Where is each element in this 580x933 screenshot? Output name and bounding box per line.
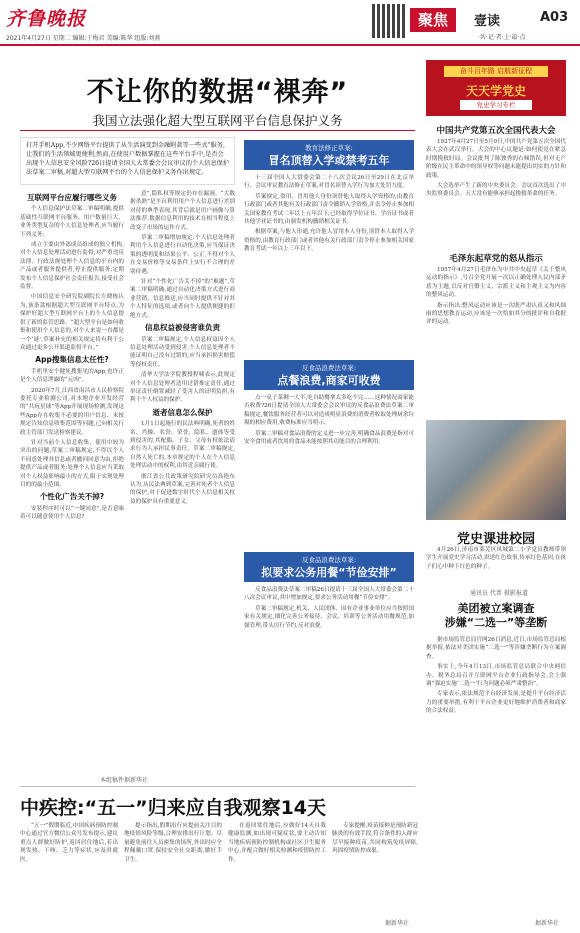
subtitle: App搜集信息太任性? [35,355,109,365]
paragraph: 十三届全国人大常委会第二十八次会议26日至29日在北京举行。会议审议教育法修正草案,对冒名顶替入学行为加大处罚力度。 [244,175,414,190]
right-article-title: 毛泽东起草党的怒从指示 [449,254,543,264]
banner-title: 冒名顶替入学或禁考五年 [268,154,390,167]
banner-kicker: 教育法修正草案: [305,144,353,152]
photo-title: 党史课进校园 [456,532,535,547]
paragraph: 大会选举产生了新的中央委员会。会议首次选出了中央监察委员会。五大没有能够承担起挽救革命的任务。 [426,183,566,198]
banner-kicker: 反食品浪费法草案: [301,556,357,564]
paragraph: 点一桌子菜剩一大半,吃自助餐拿太多吃不完……这种情况商家能否收费?26日提请全国人大常委会会议审议的反食品浪费法草案二审稿规定,餐饮服务经营者可以对造成明显浪费的消费者收取处理厨余垃圾的相应费用,收费标准应当明示。 [244,395,414,427]
paragraph: 安装程序时可以“一键同意”,是否意味着可以随意使用个人信息? [20,505,124,521]
middle-article-2 [244,394,414,544]
paragraph: 提示指出,假期出行应提前关注目的地疫情风险等级,合理安排出行计划。尽量避免前往人员密集的场所,外出时应全程佩戴口罩,保持安全社交距离,做好手卫生。 [124,823,222,863]
main-headline: 不让你的数据“裸奔” [86,77,349,108]
paragraph: 据市场监管总局官网26日消息,近日,市场监管总局根据举报,依法对美团实施“二选一”等涉嫌垄断行为立案调查。 [426,637,566,660]
divider [20,786,415,787]
right-article-4 [426,636,566,916]
party-history-banner [426,60,566,116]
bottom-column-2 [124,822,222,922]
section-name: 壹读 [474,14,501,29]
paragraph: 成立主要由外部成员组成的独立机构,对个人信息处理活动进行监督;对严重违反法律、行政法规处理个人信息的平台内的产品或者服务提供者,停止提供服务;定期发布个人信息保护社会责任报告,接受社会监督。 [20,242,124,291]
paragraph: 1月1日起施行的民法典明确,死者的姓名、肖像、名誉、荣誉、隐私、遗体等受到侵害的,其配偶、子女、父母有权依法请求行为人承担民事责任。草案二审稿规定,自然人死亡的,本章规定的个人在个人信息处理活动中的权利,由其近亲属行使。 [130,421,235,470]
paragraph: 专家表示,依法规范平台经济发展,是提升平台经济活力的重要举措,有利于平台企业更好地维护消费者和商家的合法权益。 [426,691,566,715]
subtitle: 逝者信息怎么保护 [152,407,213,417]
masthead-note: ·共·记·者·上·最·点 [478,34,526,41]
subtitle: 个性化广告关不掉? [39,492,105,502]
news-banner [244,140,414,170]
masthead [0,0,580,46]
bottom-column-1 [20,822,118,922]
paragraph: 草案二审稿对食品浪费的定义进一步完善,明确食品浪费是指对可安全食用或者饮用的食品未能按照其功能目的合理利用。 [244,430,414,446]
paragraph: 草案规定,盗用、冒用他人身份顶替他人取得入学资格的,由教育行政部门或者其他有关行政部门责令撤销入学资格,并责令停止参加相关国家教育考试二年以上五年以下;已经取得学位证书、学历证书或者其他学业证书的,由颁发机构撤销相关证书。 [244,193,414,226]
paragraph: 个人信息保护法草案二审稿明确,提供基础性互联网平台服务、用户数量巨大、业务类型复杂的个人信息处理者,应当履行下列义务: [20,206,124,238]
middle-article-1 [244,174,414,354]
banner-title: 拟要求公务用餐“节俭安排” [261,566,397,579]
main-column-1 [20,190,124,782]
paragraph: 清华大学法学院教授程啸表示,此规定对个人信息处理者适用过错推定责任,通过举证责任倒置减轻了受害人的证明负担,有利于个人权益的保护。 [130,372,235,404]
paragraph: 在返回常住地后,应做好14天自我健康监测,如出现可疑症状,要主动告知当地疾病预防控制机构或社区卫生服务中心,并配合做好相关检测和疫情防控工作。 [228,823,326,863]
section-tag: 聚焦 [410,8,456,32]
bottom-column-4 [332,822,418,917]
paragraph: 1927年4月27日至5月9日,中国共产党第五次全国代表大会在武汉举行。大会的中心议题是:如何使党在紧急时期挽救时局。会议批判了陈独秀的右倾错误,但对无产阶级在民主革命中的领导权等问题未能提出切实的方针和政策。 [426,139,566,179]
paragraph: 专家提醒,疫苗接种是预防新冠肺炎的有效手段,符合条件的人群应尽早接种疫苗,共同构筑免疫屏障,巩固疫情防控成果。 [332,823,418,855]
subtitle: 信息权益被侵害谁负责 [145,323,220,333]
article-credit: 据新华社 [385,920,410,927]
paragraph: 草案二审稿增加规定:个人信息处理者利用个人信息进行自动化决策,应当保证决策的透明度和结果公平、公正,不得对个人在交易价格等交易条件上实行不合理的差别待遇。 [130,235,235,275]
divider [20,130,415,131]
paragraph: 针对当前个人信息收集、使用中较为突出的问题,草案二审稿规定,不得以个人不同意处理其信息或者撤回同意为由,拒绝提供产品或者服务;处理个人信息应当采取对个人权益影响最小的方式,限于实现处理目的的最小范围。 [20,439,124,488]
subtitle: 互联网平台应履行哪些义务 [27,193,117,202]
paragraph: 浙江省公共政策研究院研究员高艳东认为,从民法典到草案,完善对死者个人信息的保护,对于促进数字时代个人信息相关权益的保护具有重要意义。 [130,473,235,505]
news-banner [244,360,414,390]
paragraph: 草案二审稿规定,机关、人民团体、国有企业事业单位应当按照国家有关规定,细化完善公务接待、会议、培训等公务活动用餐规范,加强管理,带头厉行节约,反对浪费。 [244,605,414,629]
main-column-2 [130,190,235,770]
page-number: A03 [540,10,569,25]
banner-title: 天天学党史 [465,84,526,98]
banner-label: 党史学习专栏 [460,100,532,110]
paragraph: 2020年7月,江西省南昌市人民检察院委托专业检测公司,对本地企业开发经营的“共玩星球”等App开展现场检测,发现这些App存在收集不必要的用户信息、未按规定告知信息收集范围等问题,已向相关行政主管部门发送检察建议。 [20,387,124,436]
news-banner [244,552,414,582]
paragraph: 草案二审稿规定,个人信息权益因个人信息处理活动受到侵害,个人信息处理者不能证明自己没有过错的,应当承担损害赔偿等侵权责任。 [130,336,235,368]
classroom-photo [426,420,566,520]
paragraph: 1957年4月27日毛泽东为中共中央起草《关于整风运动的指示》,号召全党开展一次以正确处理人民内部矛盾为主题,以反对官僚主义、宗派主义和主观主义为内容的整风运动。 [426,267,566,299]
paragraph: 手机里安个健死搜集见的App,也许正是个人信息泄露的“元凶”。 [20,368,124,384]
bottom-headline: 中疾控:“五一”归来应自我观察14天 [20,797,327,819]
photo-caption-text [426,546,566,586]
right-article-title: 中国共产党第五次全国代表大会 [436,126,556,136]
banner-title: 点餐浪费,商家可收费 [277,374,381,387]
banner-kicker: 反食品浪费法草案: [301,364,357,372]
paragraph: 中国信息安全研究院副院长左晓栋认为,该条款根据超大型互联网平台特点,为保护好超大型互联网平台上的个人信息提供了新的监管思路。“超大型平台是如何收集和使用个人信息的,对个人来说一直都是一个‘谜’,草案补充的相关规定将有利于公众通过更多公开渠道监督平台。” [20,294,124,351]
dateline: 2021年4月27日 星期二 编辑:于梅君 美编:陈华 组版:刘燕 [6,35,161,42]
photo-credit: 通讯员 代菁 摄影报道 [470,590,528,597]
article-credit: 本组稿件据新华社 [100,777,149,784]
paragraph: “五一”假期临近,中国疾病预防控制中心通过官方微信公众号发布提示,建议重点人群做好防护,返回居住地后,若出现发热、干咳、乏力等症状,应及时就医。 [20,823,118,863]
main-subhead: 我国立法强化超大型互联网平台信息保护义务 [92,113,343,128]
paragraph: 针对“个性化广告关不掉”的“难题”,草案二审稿明确,通过自动化决策方式进行商业营销、信息推送,应当同时提供不针对其个人特征的选项,或者向个人提供便捷的拒绝方式。 [130,279,235,319]
paragraph: 意”,隐私权等规定仍存在漏洞。“大数据杀熟”是平台利用用户个人信息进行差别对待的典型表现,其背后就是用户画像与算法推荐,数据信息利用的技术在相当程度上改变了市场的运作方式。 [130,191,235,231]
paragraph: 指示指出:整风运动应该是一次既严肃认真又和风细雨的思想教育运动,应该是一次恰如其分的批评和自我批评的运动。 [426,302,566,326]
paragraph: 根据草案,与他人串通,允许他人冒用本人身份,顶替本人取得入学资格的,由教育行政部门或者其他有关行政部门责令停止参加相关国家教育考试一年以上三年以下。 [244,229,414,253]
newspaper-logo: 齐鲁晚报 [6,8,87,30]
paragraph: 反食品浪费法草案二审稿26日提请十三届全国人大常委会第二十八次会议审议,其中增加规定,要求公务活动用餐“节俭安排”。 [244,587,414,602]
paragraph: 4月26日,济南市莱芜区凤城第二小学党员教师带领学生开展党史学习活动,讲述红色故事,传承红色基因,在孩子们心中种下红色的种子。 [426,547,566,570]
lead-paragraph: 打开手机App,不少网络平台提供了从生活演变到金融附款等一些式“服务,让我们的生活领域更便利,然而,在使用户数据掌握在这些平台手中,是否会出现个人信息安全风险?26日提请全国人大常委会会议审议的个人信息保护法草案二审稿,对超大型互联网平台的个人信息保护义务作出规定。 [20,137,235,185]
banner-slogan: 奋斗百年路 启航新征程 [444,66,548,77]
right-article-1 [426,138,566,248]
middle-article-3 [244,586,414,782]
article-credit: 据新华社 [535,920,560,927]
bottom-column-3 [228,822,326,922]
paragraph: 事实上,今年4月13日,市场监管总局联合中央网信办、税务总局召开互联网平台企业行政指导会,会上强调“强迫实施‘二选一’行为问题必须严肃整治”。 [426,664,566,688]
qr-code-icon [372,4,406,38]
right-article-2 [426,266,566,416]
right-article-title: 美团被立案调查 涉嫌“二选一”等垄断 [444,602,548,629]
